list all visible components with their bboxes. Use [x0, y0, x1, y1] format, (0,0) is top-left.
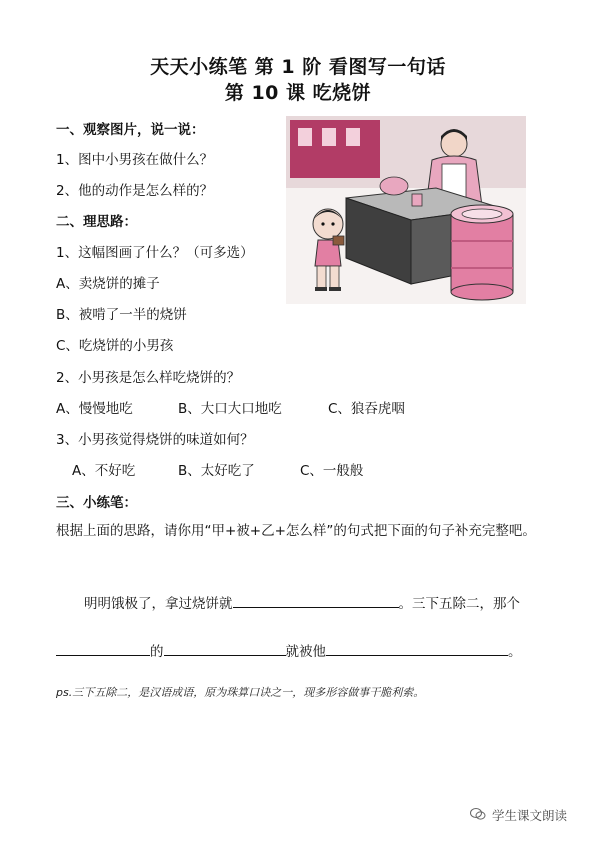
q2-option-c: C、狼吞虎咽: [328, 401, 405, 417]
section3-heading: 三、小练笔：: [56, 495, 137, 511]
dough-pile: [380, 177, 408, 195]
answer-blank-4[interactable]: [326, 642, 508, 656]
answer-blank-1[interactable]: [233, 594, 399, 608]
lesson-title: 第 10 课 吃烧饼: [224, 82, 372, 104]
illustration-boy-eating-pancake: [286, 116, 526, 304]
answer-blank-3[interactable]: [164, 642, 286, 656]
fill-sentence-line-2: [56, 640, 522, 660]
q2-option-a: A、慢慢地吃: [56, 401, 133, 417]
sentence-part-2: 。三下五除二，那个: [398, 596, 520, 612]
wechat-icon: [470, 807, 486, 824]
sentence-part-4: 就被他: [285, 644, 326, 660]
section1-question-2: 2、他的动作是怎么样的？: [56, 183, 214, 199]
section1-heading: 一、观察图片，说一说：: [56, 122, 205, 138]
watermark-text: 学生课文朗读: [492, 808, 568, 823]
q3-option-a: A、不好吃: [72, 463, 136, 479]
page-title: 天天小练笔 第 1 阶 看图写一句话: [150, 56, 446, 78]
watermark: [470, 806, 567, 824]
section2-heading: 二、理思路：: [56, 214, 137, 230]
section2-question-2: 2、小男孩是怎么样吃烧饼的？: [56, 370, 241, 386]
answer-blank-2[interactable]: [56, 642, 150, 656]
q1-option-b: B、被啃了一半的烧饼: [56, 307, 187, 323]
q1-option-a: A、卖烧饼的摊子: [56, 276, 160, 292]
sentence-end: 。: [508, 644, 522, 660]
section1-question-1: 1、图中小男孩在做什么？: [56, 152, 214, 168]
q1-option-c: C、吃烧饼的小男孩: [56, 338, 174, 354]
section2-question-1: 1、这幅图画了什么？（可多选）: [56, 245, 254, 261]
q3-option-c: C、一般般: [300, 463, 364, 479]
sentence-part-1: 明明饿极了，拿过烧饼就: [84, 596, 233, 612]
sentence-part-3: 的: [150, 644, 164, 660]
section3-instruction: 根据上面的思路，请你用“甲+被+乙+怎么样”的句式把下面的句子补充完整吧。: [56, 523, 536, 539]
section2-question-3: 3、小男孩觉得烧饼的味道如何？: [56, 432, 254, 448]
q2-option-b: B、大口大口地吃: [178, 401, 282, 417]
fill-sentence-line-1: [84, 592, 520, 612]
q3-option-b: B、太好吃了: [178, 463, 255, 479]
footnote: ps.三下五除二，是汉语成语，原为珠算口诀之一，现多形容做事干脆利索。: [56, 686, 425, 699]
oven-barrel: [451, 205, 513, 300]
pancake: [333, 236, 344, 245]
